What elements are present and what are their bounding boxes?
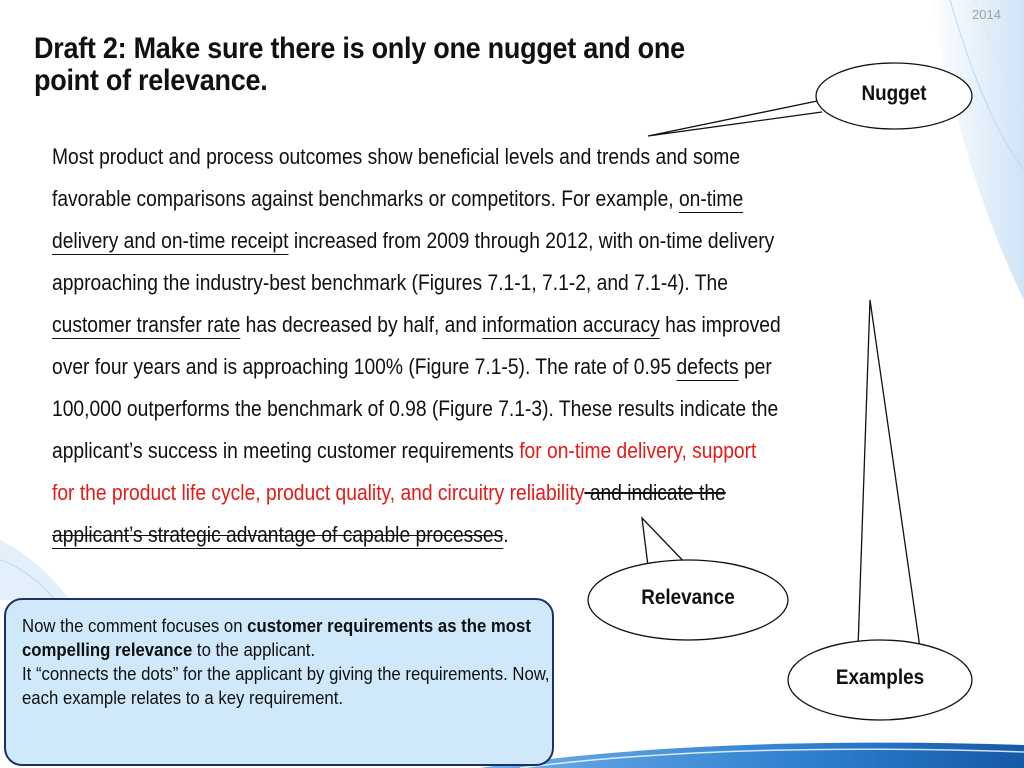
year-label: 2014 bbox=[972, 7, 1001, 22]
text-line: 100,000 outperforms the benchmark of 0.98 (Figure 7.1-3). These results indicate the bbox=[52, 396, 779, 421]
nugget-callout-pointer bbox=[648, 100, 822, 136]
text-line: approaching the industry-best benchmark (Figures 7.1-1, 7.1-2, and 7.1-4). The bbox=[52, 270, 728, 295]
example-information-accuracy: information accuracy bbox=[482, 312, 660, 337]
relevance-text: for on-time delivery, support bbox=[519, 438, 757, 463]
example-delivery-receipt: delivery and on-time receipt bbox=[52, 228, 289, 253]
text-line: applicant’s success in meeting customer requirements for on-time delivery, support bbox=[52, 438, 757, 463]
relevance-label: Relevance bbox=[641, 586, 735, 609]
text-line: customer transfer rate has decreased by half, and information accuracy has improved bbox=[52, 312, 781, 337]
text-line: delivery and on-time receipt increased from 2009 through 2012, with on-time delivery bbox=[52, 228, 775, 253]
examples-label: Examples bbox=[835, 666, 925, 689]
example-defects: defects bbox=[676, 354, 739, 379]
note-paragraph-2: It “connects the dots” for the applicant by giving the requirements. Now, each example relates to a key requirement. bbox=[22, 664, 550, 708]
struck-text: applicant’s strategic advantage of capable processes bbox=[52, 522, 504, 547]
title-line-1: Draft 2: Make sure there is only one nugget and one bbox=[34, 32, 685, 65]
nugget-label: Nugget bbox=[861, 82, 927, 105]
examples-callout-pointer bbox=[858, 300, 920, 648]
note-emphasis: customer requirements as the most compelling relevance bbox=[22, 616, 531, 660]
title-line-2: point of relevance. bbox=[34, 64, 268, 97]
note-paragraph-1: Now the comment focuses on customer requirements as the most compelling relevance to the applicant. bbox=[22, 616, 531, 660]
text-line: over four years and is approaching 100% (Figure 7.1-5). The rate of 0.95 defects per bbox=[52, 354, 772, 379]
explanation-note-box bbox=[4, 598, 554, 766]
relevance-text: for the product life cycle, product quality, and circuitry reliability bbox=[52, 480, 585, 505]
text-line: Most product and process outcomes show beneficial levels and trends and some bbox=[52, 144, 741, 169]
text-line: applicant’s strategic advantage of capable processes. bbox=[52, 522, 509, 547]
example-customer-transfer-rate: customer transfer rate bbox=[52, 312, 241, 337]
example-on-time: on-time bbox=[678, 186, 744, 211]
text-line: favorable comparisons against benchmarks or competitors. For example, on-time bbox=[52, 186, 744, 211]
struck-text: and indicate the bbox=[584, 480, 726, 505]
